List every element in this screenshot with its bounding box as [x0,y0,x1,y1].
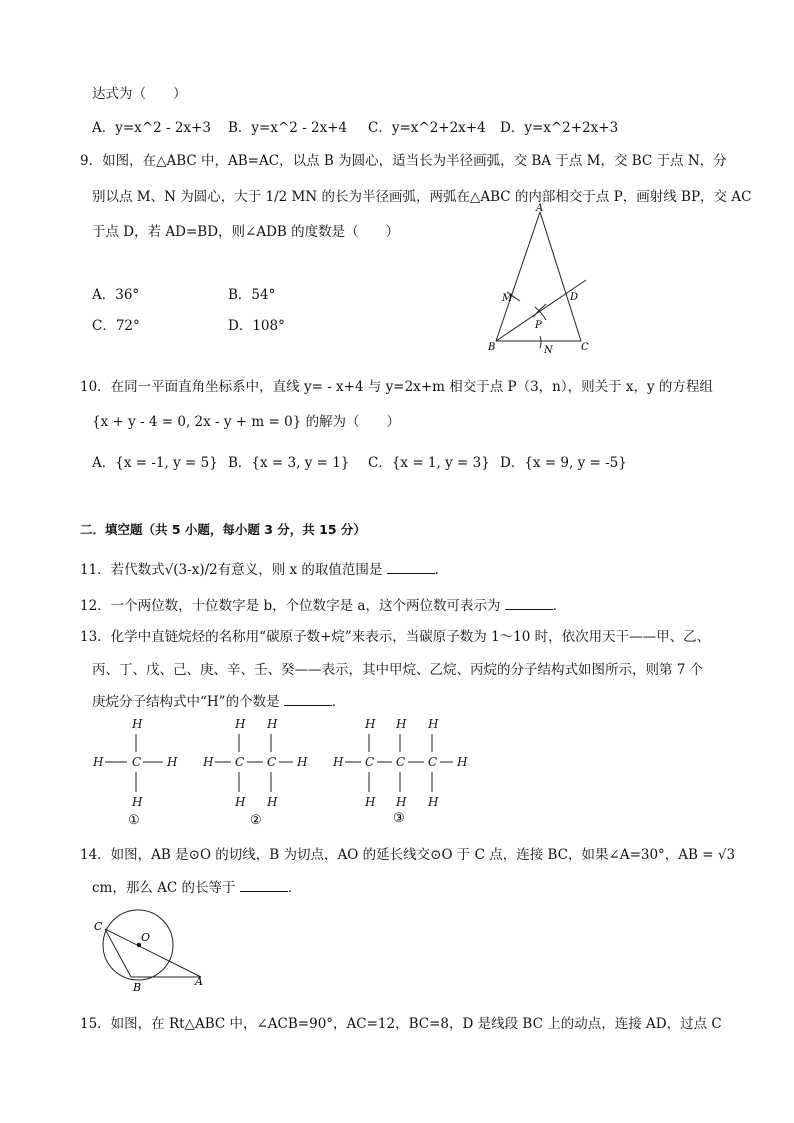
q9-label-d: D [570,292,579,303]
q12-line [80,594,566,614]
q8-option-b[interactable]: B．y=x^2 - 2x+4 [228,120,348,136]
q13-end: ． [331,694,346,710]
structure-label-3: ③ [393,811,405,826]
q11-answer-blank[interactable] [387,561,435,574]
q14-end: ． [287,880,302,896]
q9-label-b: B [488,342,496,353]
q9-line-2: 别以点 M、N 为圆心，大于 1/2 MN 的长为半径画弧，两弧在△ABC 的内部相交于点 P，画射线 BP，交 AC [92,189,752,205]
q11-line [80,558,448,578]
atom-h: H [333,755,344,769]
q9-label-m: M [502,293,513,304]
atom-c: C [365,755,375,769]
atom-h: H [267,795,278,809]
atom-c: C [428,755,438,769]
q14-line-2: cm，那么 AC 的长等于 [92,880,236,896]
q11-end: ． [434,562,449,578]
q10-line-1: 10．在同一平面直角坐标系中，直线 y= - x+4 与 y=2x+m 相交于点 P（3，n），则关于 x，y 的方程组 [80,379,713,395]
atom-h: H [396,717,407,731]
q9-option-c[interactable]: C．72° [92,318,140,334]
atom-h: H [93,755,104,769]
atom-h: H [428,795,439,809]
q12-text: 12．一个两位数，十位数字是 b，个位数字是 a，这个两位数可表示为 [80,598,501,614]
atom-c: C [267,755,277,769]
q9-label-p: P [535,320,542,331]
q14-answer-blank[interactable] [240,879,288,892]
atom-h: H [235,795,246,809]
structure-label-1: ① [128,813,140,828]
q8-option-a[interactable]: A．y=x^2 - 2x+3 [92,120,211,136]
atom-c: C [235,755,245,769]
atom-h: H [428,717,439,731]
q9-label-a: A [536,203,544,214]
q14-circle-figure [88,905,218,1000]
q10-system: {x + y - 4 = 0, 2x - y + m = 0} [92,414,302,430]
atom-h: H [267,717,278,731]
q8-option-d[interactable]: D．y=x^2+2x+3 [500,120,619,136]
q11-prefix: 11．若代数式 [80,562,165,578]
q9-label-c: C [581,342,589,353]
q13-alkane-structures [85,710,485,830]
q11-suffix: 有意义，则 x 的取值范围是 [217,562,383,578]
q8-stem-tail: 达式为（ ） [92,86,187,102]
atom-h: H [396,795,407,809]
q14-label-c: C [94,920,103,933]
atom-c: C [396,755,406,769]
q10-line-2-tail: 的解为（ ） [305,414,401,430]
q9-line-3: 于点 D，若 AD=BD，则∠ADB 的度数是（ ） [92,224,400,240]
q8-option-c[interactable]: C．y=x^2+2x+4 [368,120,486,136]
q13-line-3-wrap [92,690,345,710]
q11-expression: √(3-x)/2 [164,562,218,578]
atom-h: H [132,717,143,731]
q9-triangle-figure [480,200,610,360]
atom-h: H [365,795,376,809]
atom-c: C [132,755,142,769]
q14-label-o: O [141,931,151,944]
q14-line-1: 14．如图，AB 是⊙O 的切线，B 为切点，AO 的延长线交⊙O 于 C 点，连接 BC，如果∠A=30°，AB = √3 [80,847,736,863]
q14-line-2-wrap [92,876,301,896]
q14-label-a: A [195,975,203,988]
q10-option-b[interactable]: B．{x = 3, y = 1} [228,455,350,471]
q13-line-2: 丙、丁、戊、己、庚、辛、壬、癸——表示，其中甲烷、乙烷、丙烷的分子结构式如图所示，则第 7 个 [92,662,704,678]
atom-h: H [167,755,178,769]
q12-end: ． [552,598,567,614]
q10-option-c[interactable]: C．{x = 1, y = 3} [368,455,490,471]
q10-line-2 [92,410,400,430]
q13-line-1: 13．化学中直链烷烃的名称用“碳原子数+烷”来表示，当碳原子数为 1～10 时，依次用天干——甲、乙、 [80,629,711,645]
atom-h: H [297,755,308,769]
q13-answer-blank[interactable] [284,693,332,706]
q12-answer-blank[interactable] [505,597,553,610]
q9-option-a[interactable]: A．36° [92,287,140,303]
structure-label-2: ② [250,813,262,828]
q15-line-1: 15．如图，在 Rt△ABC 中，∠ACB=90°，AC=12，BC=8，D 是线段 BC 上的动点，连接 AD，过点 C [80,1016,722,1032]
atom-h: H [457,755,468,769]
atom-h: H [365,717,376,731]
q9-label-n: N [544,345,553,356]
atom-h: H [132,795,143,809]
q9-option-b[interactable]: B．54° [228,287,276,303]
q9-line-1: 9．如图，在△ABC 中，AB=AC，以点 B 为圆心，适当长为半径画弧，交 BA 于点 M，交 BC 于点 N，分 [80,153,727,169]
section-2-title: 二．填空题（共 5 小题，每小题 3 分，共 15 分） [80,522,366,537]
q10-option-d[interactable]: D．{x = 9, y = -5} [500,455,627,471]
atom-h: H [203,755,214,769]
q9-option-d[interactable]: D．108° [228,318,285,334]
atom-h: H [235,717,246,731]
q14-label-b: B [133,981,142,994]
q10-option-a[interactable]: A．{x = -1, y = 5} [92,455,218,471]
q13-line-3: 庚烷分子结构式中“H”的个数是 [92,694,280,710]
